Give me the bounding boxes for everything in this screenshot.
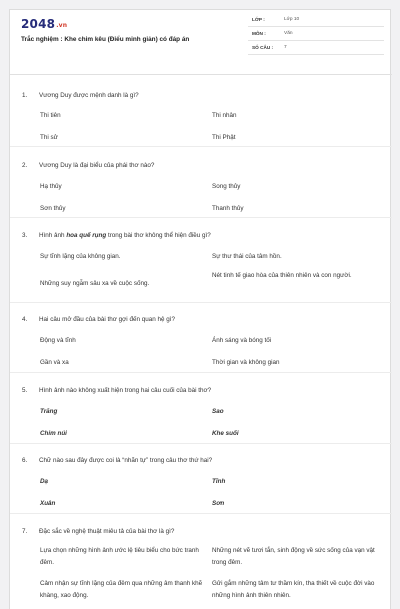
question-highlight: hoa quế rụng	[66, 232, 107, 239]
info-value: Văn	[284, 31, 293, 36]
option-a[interactable]: Lựa chọn những hình ảnh ước lệ tiêu biểu cho bức tranh đêm.	[40, 547, 199, 566]
logo-suffix: .vn	[56, 22, 68, 29]
option-d[interactable]: Thanh thủy	[212, 205, 244, 212]
option-b[interactable]: Những nét vẽ tươi tắn, sinh động về sức sống của vạn vật trong đêm.	[212, 547, 375, 566]
option-c[interactable]: Gần và xa	[40, 359, 69, 366]
header-divider	[10, 74, 392, 75]
question-label: Vương Duy được mệnh danh là gì?	[39, 92, 139, 99]
question-number: 6.	[22, 457, 28, 464]
option-b[interactable]: Thi nhân	[212, 112, 237, 119]
question-label: Chữ nào sau đây được coi là “nhãn tự” trong câu thơ thứ hai?	[39, 457, 213, 464]
question-number: 5.	[22, 387, 28, 394]
page-header	[10, 10, 392, 68]
option-a[interactable]: Dạ	[40, 478, 49, 485]
info-value: 7	[284, 45, 287, 50]
info-key: LỚP :	[252, 17, 265, 22]
option-c[interactable]: Xuân	[40, 500, 56, 507]
question-text-before: Hình ảnh	[39, 232, 67, 239]
info-table	[248, 13, 384, 55]
info-row-count	[248, 41, 384, 55]
logo-text: 2048	[21, 17, 56, 31]
question-text	[22, 387, 211, 394]
option-b[interactable]: Song thủy	[212, 183, 241, 190]
question-number: 2.	[22, 162, 28, 169]
question-number: 3.	[22, 232, 28, 239]
question-divider	[10, 217, 392, 218]
info-key: SỐ CÂU :	[252, 45, 274, 50]
question-divider	[10, 513, 392, 514]
question-label: Đặc sắc về nghệ thuật miêu tả của bài thơ là gì?	[39, 528, 175, 535]
option-b[interactable]: Tĩnh	[212, 478, 226, 485]
option-b[interactable]: Sự thư thái của tâm hồn.	[212, 253, 282, 260]
option-c[interactable]: Chim núi	[40, 430, 67, 437]
option-c[interactable]: Sơn thủy	[40, 205, 66, 212]
question-number: 4.	[22, 316, 28, 323]
question-text	[22, 528, 174, 535]
option-c[interactable]: Những suy ngẫm sâu xa về cuộc sống.	[40, 280, 150, 287]
question-label: Hai câu mở đầu của bài thơ gợi đến quan hệ gì?	[39, 316, 175, 323]
info-value: Lớp 10	[284, 17, 300, 22]
info-row-class	[248, 13, 384, 27]
page-title: Trắc nghiệm : Khe chim kêu (Điểu minh giản) có đáp án	[21, 36, 190, 43]
option-b[interactable]: Sao	[212, 408, 224, 415]
question-text	[22, 92, 139, 99]
question-divider	[10, 443, 392, 444]
question-number: 7.	[22, 528, 28, 535]
option-a[interactable]: Động và tĩnh	[40, 337, 76, 344]
site-logo[interactable]	[21, 17, 67, 31]
question-divider	[10, 146, 392, 147]
info-key: MÔN :	[252, 31, 266, 36]
question-text	[22, 162, 154, 169]
option-b[interactable]: Ánh sáng và bóng tối	[212, 337, 272, 344]
option-d[interactable]: Gửi gắm những tâm tư thầm kín, tha thiết về cuộc đời vào những hình ảnh thiên nhiên.	[212, 580, 375, 599]
question-text	[22, 457, 212, 464]
option-c[interactable]: Thi sử	[40, 134, 58, 141]
question-divider	[10, 372, 392, 373]
info-row-subject	[248, 27, 384, 41]
question-text	[22, 232, 211, 239]
worksheet-page	[9, 9, 391, 609]
option-a[interactable]: Thi tiên	[40, 112, 61, 119]
question-divider	[10, 302, 392, 303]
question-text	[22, 316, 175, 323]
question-text-after: trong bài thơ không thể hiện điều gì?	[106, 232, 211, 239]
option-c[interactable]: Cảm nhận sự tĩnh lặng của đêm qua những âm thanh khẽ khàng, xao động.	[40, 580, 203, 599]
option-a[interactable]: Sự tĩnh lặng của không gian.	[40, 253, 121, 260]
option-d[interactable]: Khe suối	[212, 430, 239, 437]
option-d[interactable]: Thời gian và không gian	[212, 359, 280, 366]
option-d[interactable]: Thi Phật	[212, 134, 236, 141]
question-label: Hình ảnh nào không xuất hiện trong hai câu cuối của bài thơ?	[39, 387, 212, 394]
question-number: 1.	[22, 92, 28, 99]
option-d[interactable]: Sơn	[212, 500, 225, 507]
question-label: Vương Duy là đại biểu của phái thơ nào?	[39, 162, 155, 169]
option-a[interactable]: Trăng	[40, 408, 58, 415]
option-d[interactable]: Nét tinh tế giao hòa của thiên nhiên và con người.	[212, 272, 352, 279]
option-a[interactable]: Hạ thủy	[40, 183, 62, 190]
